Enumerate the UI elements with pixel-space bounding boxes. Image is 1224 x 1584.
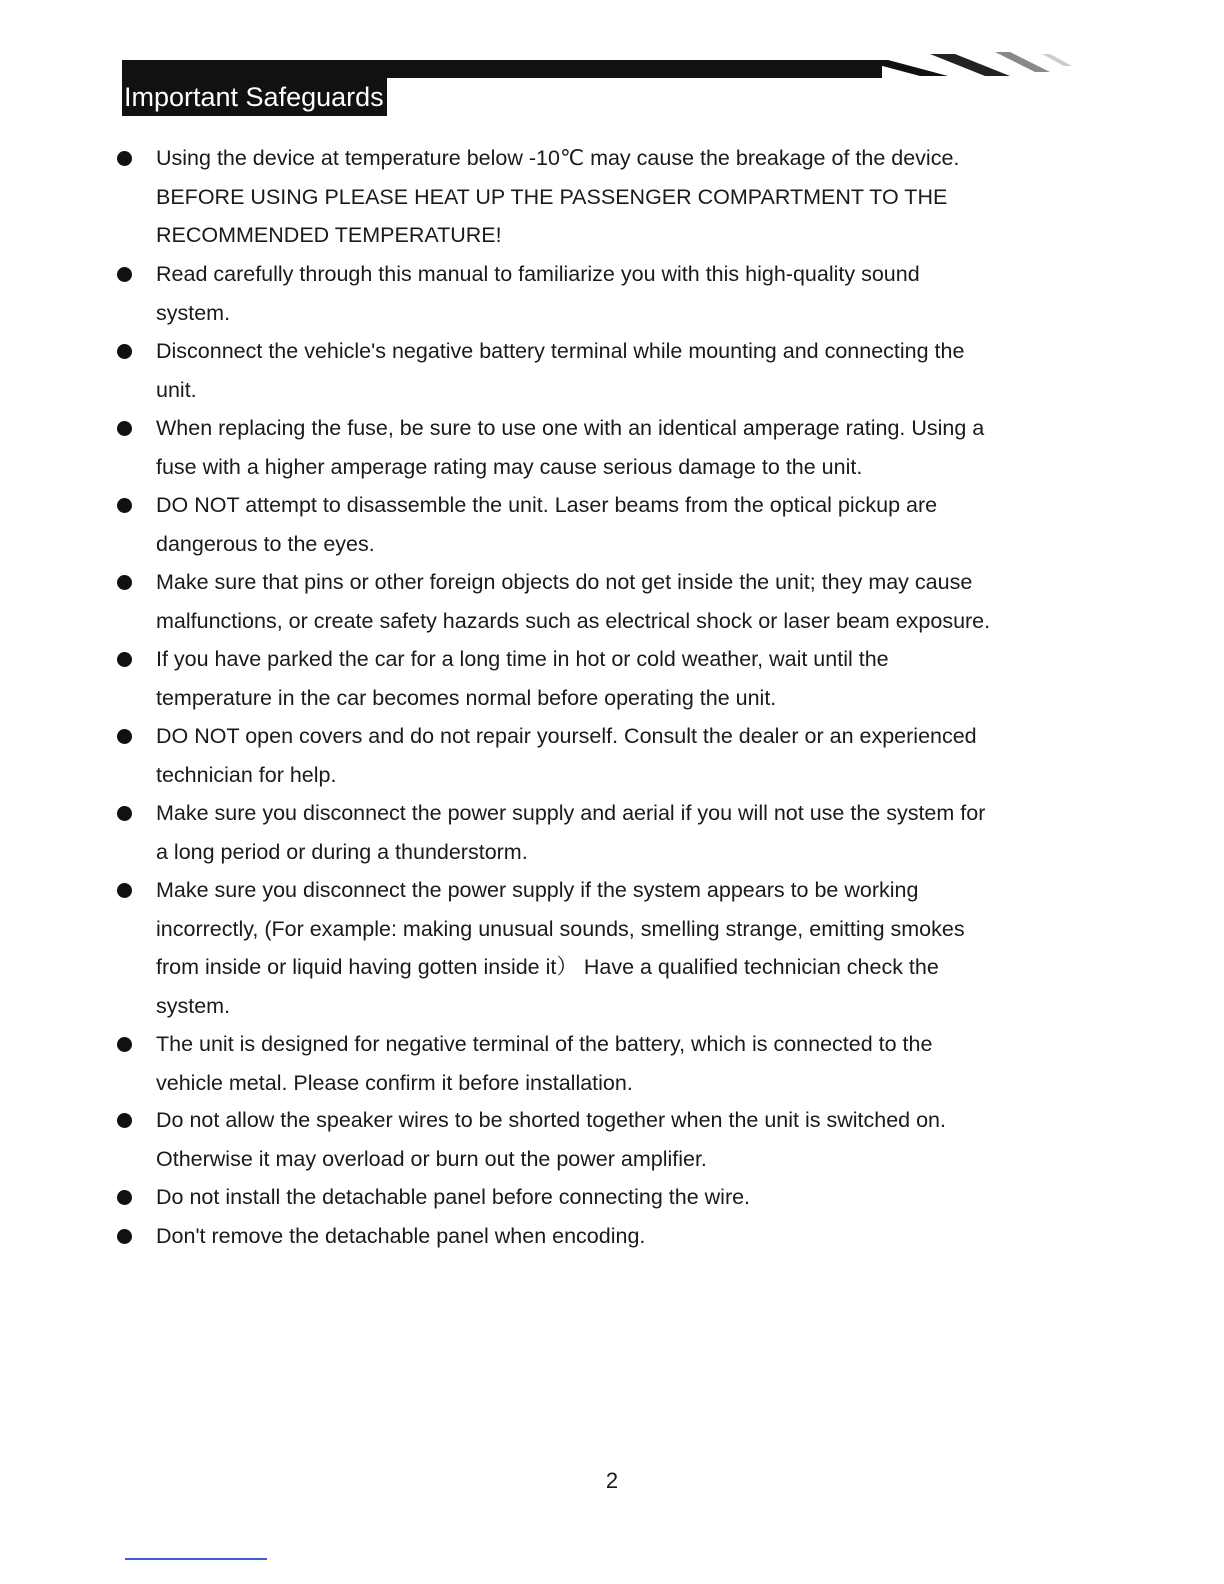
bullet-icon [117, 729, 132, 744]
bullet-icon [117, 806, 132, 821]
list-item-text: When replacing the fuse, be sure to use one with an identical amperage rating. Using a fuse with a higher amperage rating may cause serious damage to the unit. [156, 416, 985, 479]
list-item-text: Do not allow the speaker wires to be shorted together when the unit is switched on. Otherwise it may overload or burn out the power amplifier. [156, 1108, 946, 1171]
footer-divider [125, 1558, 267, 1560]
list-item-text: Read carefully through this manual to familiarize you with this high-quality sound system. [156, 262, 920, 325]
bullet-icon [117, 1190, 132, 1205]
list-item-text: DO NOT open covers and do not repair yourself. Consult the dealer or an experienced technician for help. [156, 724, 977, 787]
bullet-icon [117, 652, 132, 667]
bullet-icon [117, 575, 132, 590]
bullet-icon [117, 267, 132, 282]
list-item-text: Make sure that pins or other foreign objects do not get inside the unit; they may cause malfunctions, or create safety hazards such as electrical shock or laser beam exposure. [156, 570, 991, 633]
bullet-icon [117, 421, 132, 436]
list-item-text: DO NOT attempt to disassemble the unit. Laser beams from the optical pickup are dangerous to the eyes. [156, 493, 938, 556]
bullet-icon [117, 1037, 132, 1052]
bullet-icon [117, 151, 132, 166]
page-title: Important Safeguards [122, 78, 387, 116]
header-bar [122, 60, 882, 78]
list-item-text: The unit is designed for negative terminal of the battery, which is connected to the vehicle metal. Please confirm it before installation. [156, 1032, 933, 1095]
bullet-icon [117, 498, 132, 513]
list-item-text: Disconnect the vehicle's negative battery terminal while mounting and connecting the unit. [156, 339, 965, 402]
header-stripes-decoration [860, 48, 1080, 88]
list-item-text: Do not install the detachable panel before connecting the wire. [156, 1185, 751, 1209]
bullet-icon [117, 1229, 132, 1244]
page-number: 2 [605, 1468, 619, 1493]
list-item-text: If you have parked the car for a long time in hot or cold weather, wait until the temperature in the car becomes normal before operating the unit. [156, 647, 889, 710]
list-item-text: Make sure you disconnect the power supply and aerial if you will not use the system for a long period or during a thunderstorm. [156, 801, 986, 864]
bullet-icon [117, 1113, 132, 1128]
list-item-text: Using the device at temperature below -10℃ may cause the breakage of the device. BEFORE USING PLEASE HEAT UP THE PASSENGER COMPARTMENT TO THE RECOMMENDED TEMPERATURE! [156, 146, 960, 248]
list-item-text: Don't remove the detachable panel when encoding. [156, 1224, 646, 1248]
bullet-icon [117, 883, 132, 898]
list-item-text: Make sure you disconnect the power supply if the system appears to be working incorrectly, (For example: making unusual sounds, smelling strange, emitting smokes from inside or liquid having gotten inside it） Have a qualified technician check the system. [156, 878, 965, 1018]
bullet-icon [117, 344, 132, 359]
